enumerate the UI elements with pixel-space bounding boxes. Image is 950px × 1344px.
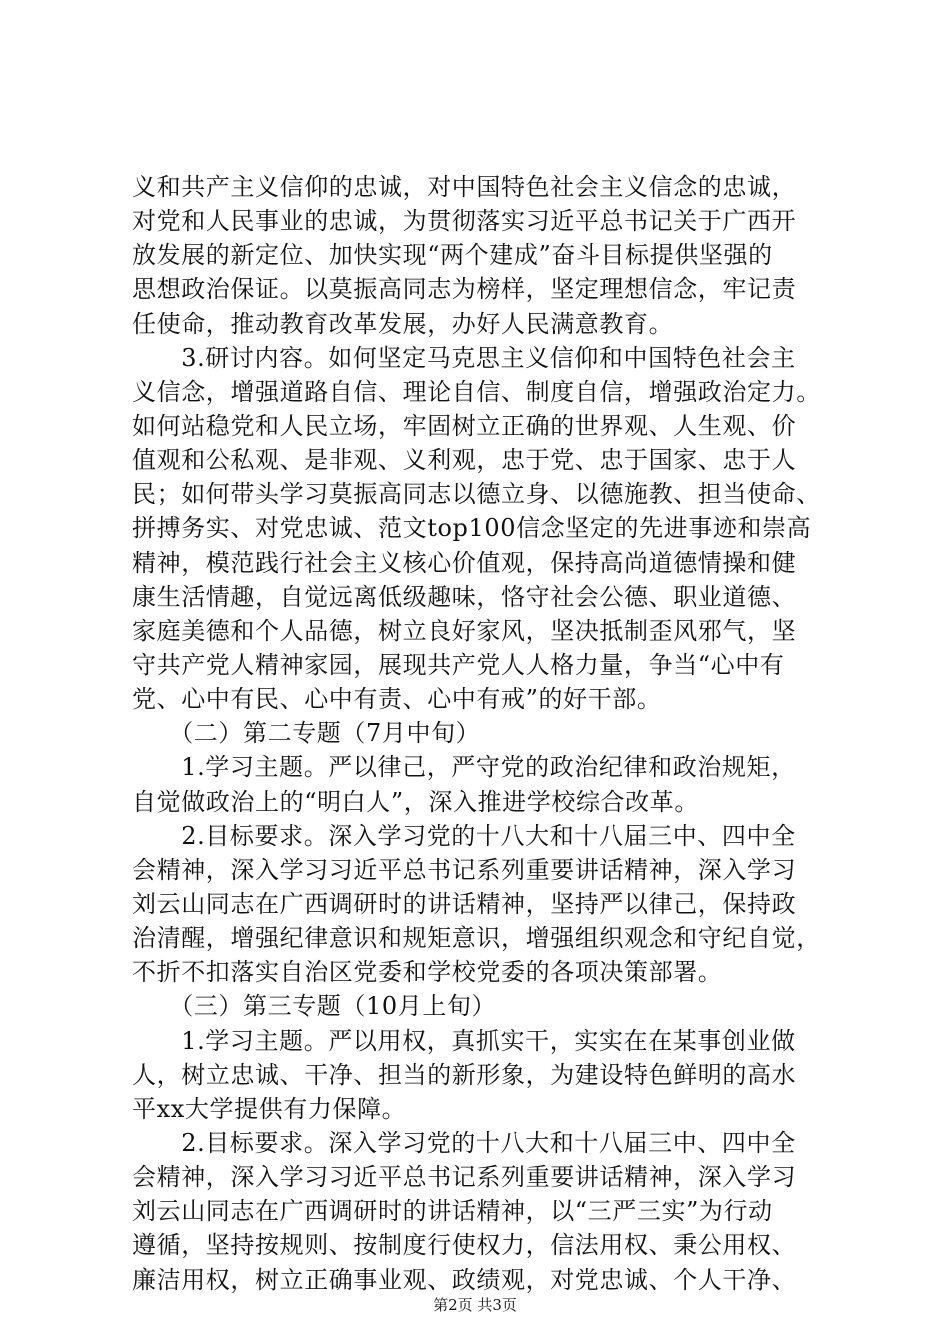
- text-line: 刘云山同志在广西调研时的讲话精神，坚持严以律己，保持政: [132, 889, 797, 918]
- text-line: 不折不扣落实自治区党委和学校党委的各项决策部署。: [132, 958, 723, 987]
- text-line: 放发展的新定位、加快实现“两个建成”奋斗目标提供坚强的: [132, 241, 773, 270]
- text-line: 任使命，推动教育改革发展，办好人民满意教育。: [132, 309, 674, 338]
- text-line: 自觉做政治上的“明白人”，深入推进学校综合改革。: [132, 787, 699, 816]
- text-line: 2.目标要求。深入学习党的十八大和十八届三中、四中全: [132, 821, 796, 850]
- text-line: 拼搏务实、对党忠诚、范文top100信念坚定的先进事迹和崇高: [132, 514, 812, 543]
- text-line: 义和共产主义信仰的忠诚，对中国特色社会主义信念的忠诚，: [132, 173, 797, 201]
- text-line: 如何站稳党和人民立场，牢固树立正确的世界观、人生观、价: [132, 411, 797, 440]
- text-line: 精神，模范践行社会主义核心价值观，保持高尚道德情操和健: [132, 548, 797, 577]
- text-line: 刘云山同志在广西调研时的讲话精神，以“三严三实”为行动: [132, 1197, 773, 1226]
- section-heading: （三）第三专题（10月上旬）: [132, 992, 497, 1021]
- text-line: 2.目标要求。深入学习党的十八大和十八届三中、四中全: [132, 1128, 796, 1157]
- text-line: 会精神，深入学习习近平总书记系列重要讲话精神，深入学习: [132, 1163, 797, 1192]
- text-line: 家庭美德和个人品德，树立良好家风，坚决抵制歪风邪气，坚: [132, 616, 797, 645]
- text-line: 党、心中有民、心中有责、心中有戒”的好干部。: [132, 685, 662, 714]
- text-line: 平xx大学提供有力保障。: [132, 1094, 407, 1123]
- document-body: [132, 170, 828, 1297]
- text-line: 义信念，增强道路自信、理论自信、制度自信，增强政治定力。: [132, 377, 821, 406]
- text-line: 3.研讨内容。如何坚定马克思主义信仰和中国特色社会主: [132, 343, 796, 372]
- text-line: 思想政治保证。以莫振高同志为榜样，坚定理想信念，牢记责: [132, 275, 797, 304]
- text-line: 廉洁用权，树立正确事业观、政绩观，对党忠诚、个人干净、: [132, 1265, 797, 1294]
- text-line: 对党和人民事业的忠诚，为贯彻落实习近平总书记关于广西开: [132, 207, 797, 236]
- text-line: 康生活情趣，自觉远离低级趣味，恪守社会公德、职业道德、: [132, 582, 797, 611]
- section-heading: （二）第二专题（7月中旬）: [132, 719, 481, 748]
- text-line: 值观和公私观、是非观、义利观，忠于党、忠于国家、忠于人: [132, 446, 797, 475]
- text-line: 治清醒，增强纪律意识和规矩意识，增强组织观念和守纪自觉，: [132, 924, 821, 953]
- page-number-footer: 第2页 共3页: [433, 1296, 517, 1314]
- text-line: 1.学习主题。严以律己，严守党的政治纪律和政治规矩，: [132, 753, 796, 782]
- text-line: 遵循，坚持按规则、按制度行使权力，信法用权、秉公用权、: [132, 1231, 797, 1260]
- text-line: 1.学习主题。严以用权，真抓实干，实实在在某事创业做: [132, 1026, 796, 1055]
- text-line: 守共产党人精神家园，展现共产党人人格力量，争当“心中有: [132, 650, 785, 679]
- text-line: 会精神，深入学习习近平总书记系列重要讲话精神，深入学习: [132, 855, 797, 884]
- text-line: 人，树立忠诚、干净、担当的新形象，为建设特色鲜明的高水: [132, 1060, 797, 1089]
- text-line: 民；如何带头学习莫振高同志以德立身、以德施教、担当使命、: [132, 480, 821, 509]
